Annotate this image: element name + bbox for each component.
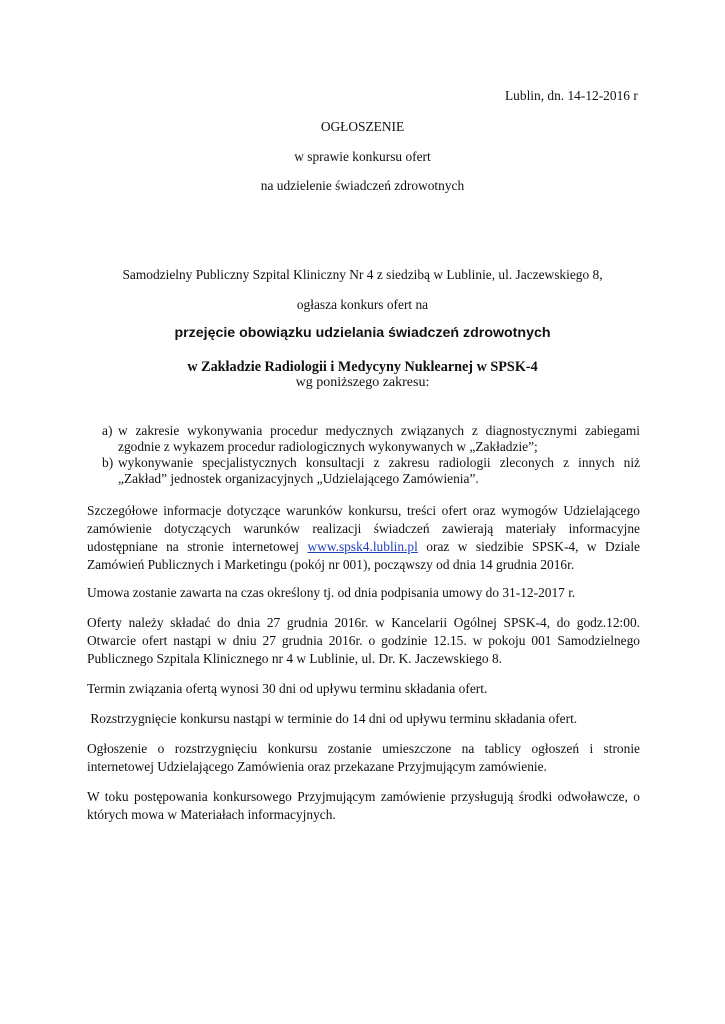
appeal-line-1: W toku postępowania konkursowego Przyjmującym zamówienie przysługują środki odwoławcze, o xyxy=(87,789,640,804)
details-line-2: zamówienie dotyczących warunków realizacji świadczeń zawierają materiały informacyjne xyxy=(87,521,640,536)
list-item-a-line-1: w zakresie wykonywania procedur medycznych związanych z diagnostycznymi zabiegami xyxy=(118,423,640,438)
place-date: Lublin, dn. 14-12-2016 r xyxy=(505,88,638,103)
scope-line: wg poniższego zakresu: xyxy=(295,375,430,390)
document-title: OGŁOSZENIE xyxy=(320,119,405,134)
resolution-paragraph: Rozstrzygnięcie konkursu nastąpi w terminie do 14 dni od upływu terminu składania ofert. xyxy=(87,711,578,726)
organization-line: Samodzielny Publiczny Szpital Kliniczny Nr 4 z siedzibą w Lublinie, ul. Jaczewskiego 8, xyxy=(122,267,603,282)
department-heading: w Zakładzie Radiologii i Medycyny Nuklearnej w SPSK-4 xyxy=(187,359,538,375)
offers-line-2: Otwarcie ofert nastąpi w dniu 27 grudnia 2016r. o godzinie 12.15. w pokoju 001 Samodzielnego xyxy=(87,633,640,648)
subject-heading: przejęcie obowiązku udzielania świadczeń zdrowotnych xyxy=(174,325,551,341)
details-line-3-after: oraz w siedzibie SPSK-4, w Dziale xyxy=(426,539,640,554)
document-subtitle-1: w sprawie konkursu ofert xyxy=(294,149,431,164)
list-item-a-line-2: zgodnie z wykazem procedur radiologicznych wykonywanych w „Zakładzie”; xyxy=(118,439,538,454)
binding-paragraph: Termin związania ofertą wynosi 30 dni od upływu terminu składania ofert. xyxy=(87,681,488,696)
notice-line-2: internetowej Udzielającego Zamówienia oraz przekazane Przyjmującym zamówienie. xyxy=(87,759,547,774)
details-line-4: Zamówień Publicznych i Marketingu (pokój nr 001), począwszy od dnia 14 grudnia 2016r. xyxy=(87,557,575,572)
notice-line-1: Ogłoszenie o rozstrzygnięciu konkursu zostanie umieszczone na tablicy ogłoszeń i stronie xyxy=(87,741,640,756)
website-link[interactable]: www.spsk4.lublin.pl xyxy=(307,539,418,554)
offers-line-1: Oferty należy składać do dnia 27 grudnia 2016r. w Kancelarii Ogólnej SPSK-4, do godz.12:00. xyxy=(87,615,640,630)
list-item-a-marker: a) xyxy=(102,423,113,438)
document-subtitle-2: na udzielenie świadczeń zdrowotnych xyxy=(260,178,465,193)
appeal-line-2: których mowa w Materiałach informacyjnych. xyxy=(87,807,336,822)
details-line-1: Szczegółowe informacje dotyczące warunków konkursu, treści ofert oraz wymogów Udzielającego xyxy=(87,503,640,518)
details-line-3-before: udostępniane na stronie internetowej xyxy=(87,539,300,554)
contract-paragraph: Umowa zostanie zawarta na czas określony tj. od dnia podpisania umowy do 31-12-2017 r. xyxy=(87,585,576,600)
list-item-b-marker: b) xyxy=(102,455,114,470)
announces-line: ogłasza konkurs ofert na xyxy=(296,297,429,312)
list-item-b-line-2: „Zakład” jednostek organizacyjnych „Udzielającego Zamówienia”. xyxy=(118,471,479,486)
details-line-3 xyxy=(87,538,640,556)
offers-line-3: Publicznego Szpitala Klinicznego nr 4 w Lublinie, ul. Dr. K. Jaczewskiego 8. xyxy=(87,651,503,666)
list-item-b-line-1: wykonywanie specjalistycznych konsultacji z zakresu radiologii zleconych z innych niż xyxy=(118,455,640,470)
